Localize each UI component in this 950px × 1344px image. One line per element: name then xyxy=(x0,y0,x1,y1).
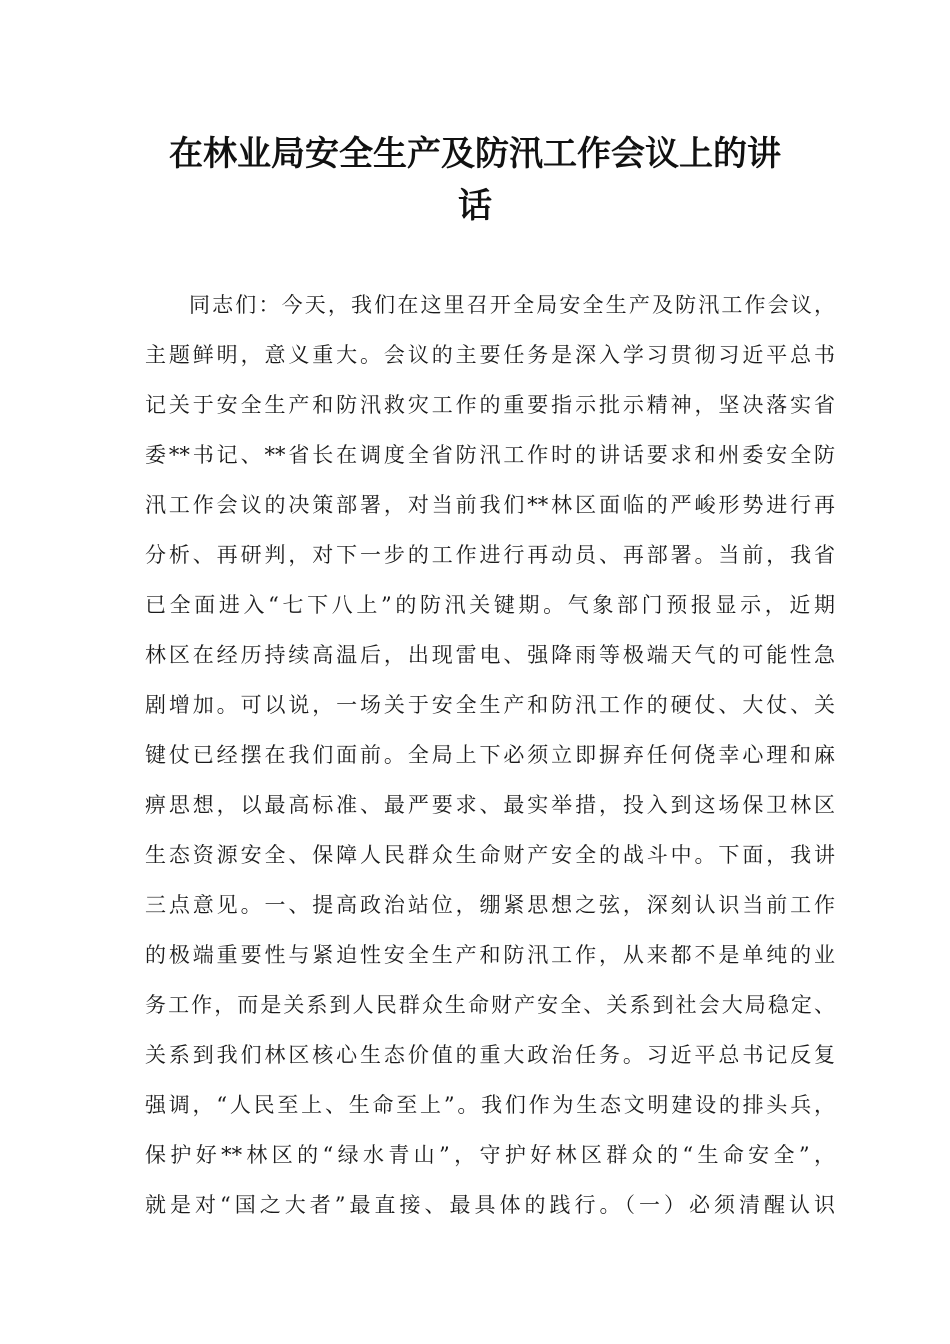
document-body xyxy=(145,280,835,1230)
paragraph-line: 汛工作会议的决策部署，对当前我们**林区面临的严峻形势进行再 xyxy=(145,493,835,517)
paragraph-line: 委**书记、**省长在调度全省防汛工作时的讲话要求和州委安全防 xyxy=(145,443,835,467)
paragraph-line: 痹思想，以最高标准、最严要求、最实举措，投入到这场保卫林区 xyxy=(145,793,835,817)
document-title xyxy=(120,128,830,232)
paragraph-line: 的极端重要性与紧迫性安全生产和防汛工作，从来都不是单纯的业 xyxy=(145,943,835,967)
paragraph-line: 同志们：今天，我们在这里召开全局安全生产及防汛工作会议， xyxy=(189,293,835,317)
paragraph-line: 剧增加。可以说，一场关于安全生产和防汛工作的硬仗、大仗、关 xyxy=(145,693,835,717)
paragraph-line: 生态资源安全、保障人民群众生命财产安全的战斗中。下面，我讲 xyxy=(145,843,835,867)
paragraph-line: 就是对“国之大者”最直接、最具体的践行。（一）必须清醒认识 xyxy=(145,1193,835,1217)
paragraph-line: 键仗已经摆在我们面前。全局上下必须立即摒弃任何侥幸心理和麻 xyxy=(145,743,835,767)
paragraph-line: 关系到我们林区核心生态价值的重大政治任务。习近平总书记反复 xyxy=(145,1043,835,1067)
paragraph-line: 分析、再研判，对下一步的工作进行再动员、再部署。当前，我省 xyxy=(145,543,835,567)
title-line: 话 xyxy=(458,186,492,226)
paragraph-line: 务工作，而是关系到人民群众生命财产安全、关系到社会大局稳定、 xyxy=(145,993,835,1017)
paragraph-line: 主题鲜明，意义重大。会议的主要任务是深入学习贯彻习近平总书 xyxy=(145,343,835,367)
paragraph-line: 已全面进入“七下八上”的防汛关键期。气象部门预报显示，近期 xyxy=(145,593,835,617)
paragraph-line: 三点意见。一、提高政治站位，绷紧思想之弦，深刻认识当前工作 xyxy=(145,893,835,917)
paragraph-line: 记关于安全生产和防汛救灾工作的重要指示批示精神，坚决落实省 xyxy=(145,393,835,417)
paragraph-line: 林区在经历持续高温后，出现雷电、强降雨等极端天气的可能性急 xyxy=(145,643,835,667)
paragraph-line: 保护好**林区的“绿水青山”，守护好林区群众的“生命安全”， xyxy=(145,1143,835,1167)
title-line: 在林业局安全生产及防汛工作会议上的讲 xyxy=(169,134,781,174)
paragraph-line: 强调，“人民至上、生命至上”。我们作为生态文明建设的排头兵， xyxy=(145,1093,835,1117)
